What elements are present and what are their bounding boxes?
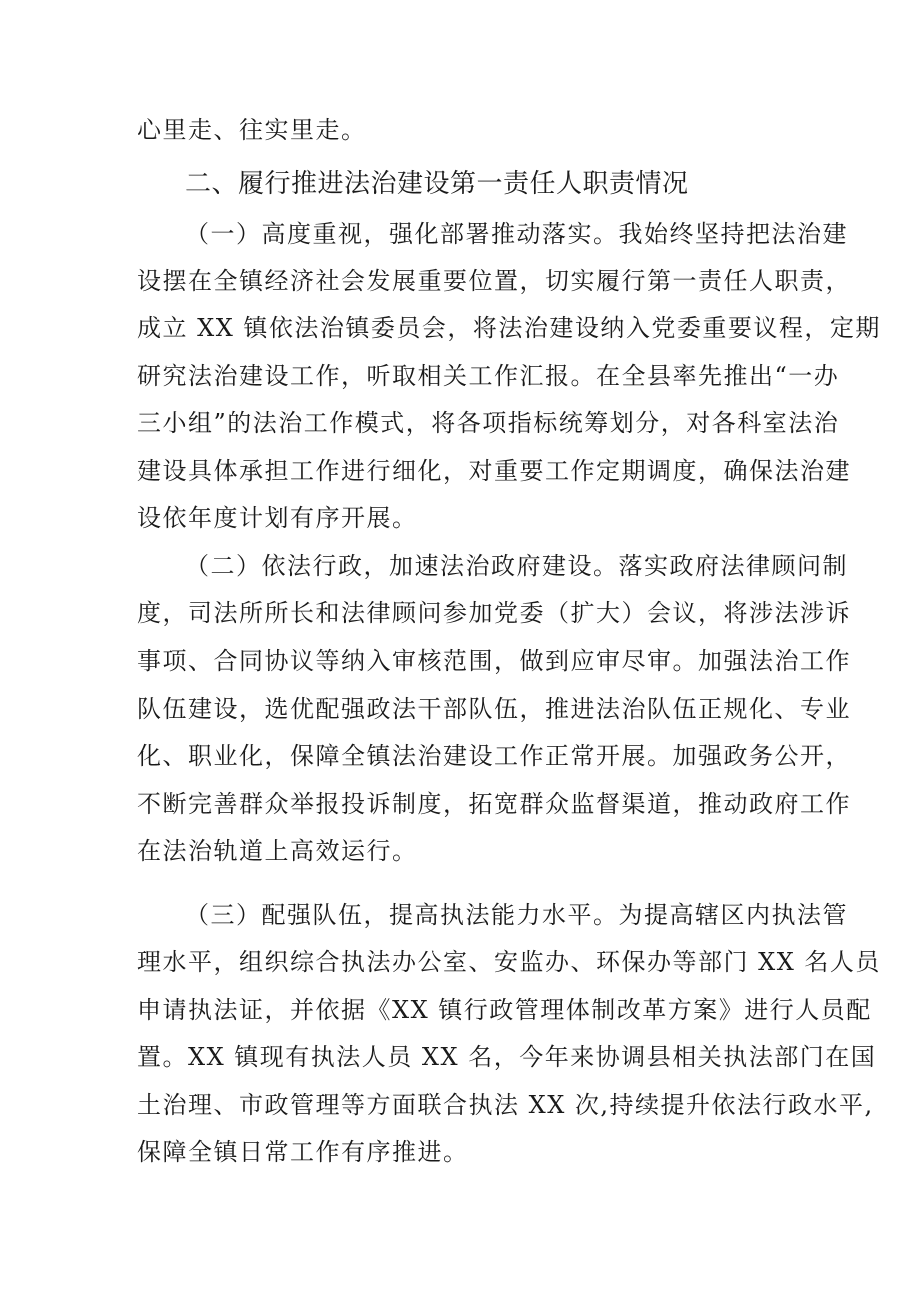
text-line: 建设具体承担工作进行细化，对重要工作定期调度，确保法治建 — [137, 457, 851, 485]
text-line: 研究法治建设工作，听取相关工作汇报。在全县率先推出“一办 — [137, 362, 840, 390]
text-line: 申请执法证，并依据《XX 镇行政管理体制改革方案》进行人员配 — [137, 996, 872, 1024]
text-line: 在法治轨道上高效运行。 — [137, 837, 418, 865]
text-line: 保障全镇日常工作有序推进。 — [137, 1138, 469, 1166]
text-line: （一）高度重视，强化部署推动落实。我始终坚持把法治建 — [185, 220, 848, 248]
text-line: 三小组”的法治工作模式，将各项指标统筹划分，对各科室法治 — [137, 409, 840, 437]
text-line: 设摆在全镇经济社会发展重要位置，切实履行第一责任人职责， — [137, 267, 851, 295]
text-line: 化、职业化，保障全镇法治建设工作正常开展。加强政务公开， — [137, 742, 851, 770]
section-heading: 二、履行推进法治建设第一责任人职责情况 — [185, 169, 689, 199]
text-line: 成立 XX 镇依法治镇委员会，将法治建设纳入党委重要议程，定期 — [137, 314, 881, 342]
text-line: （二）依法行政，加速法治政府建设。落实政府法律顾问制 — [185, 552, 848, 580]
text-line: 设依年度计划有序开展。 — [137, 504, 418, 532]
text-line: 理水平，组织综合执法办公室、安监办、环保办等部门 XX 名人员 — [137, 948, 881, 976]
paragraph-continuation: 心里走、往实里走。 — [137, 116, 367, 144]
text-line: 土治理、市政管理等方面联合执法 XX 次,持续提升依法行政水平, — [137, 1091, 874, 1119]
text-line: 不断完善群众举报投诉制度，拓宽群众监督渠道，推动政府工作 — [137, 790, 851, 818]
text-line: 事项、合同协议等纳入审核范围，做到应审尽审。加强法治工作 — [137, 647, 851, 675]
text-line: 置。XX 镇现有执法人员 XX 名，今年来协调县相关执法部门在国 — [137, 1043, 877, 1071]
text-line: 度，司法所所长和法律顾问参加党委（扩大）会议，将涉法涉诉 — [137, 599, 851, 627]
text-line: 队伍建设，选优配强政法干部队伍，推进法治队伍正规化、专业 — [137, 695, 851, 723]
text-line: （三）配强队伍，提高执法能力水平。为提高辖区内执法管 — [185, 901, 848, 929]
